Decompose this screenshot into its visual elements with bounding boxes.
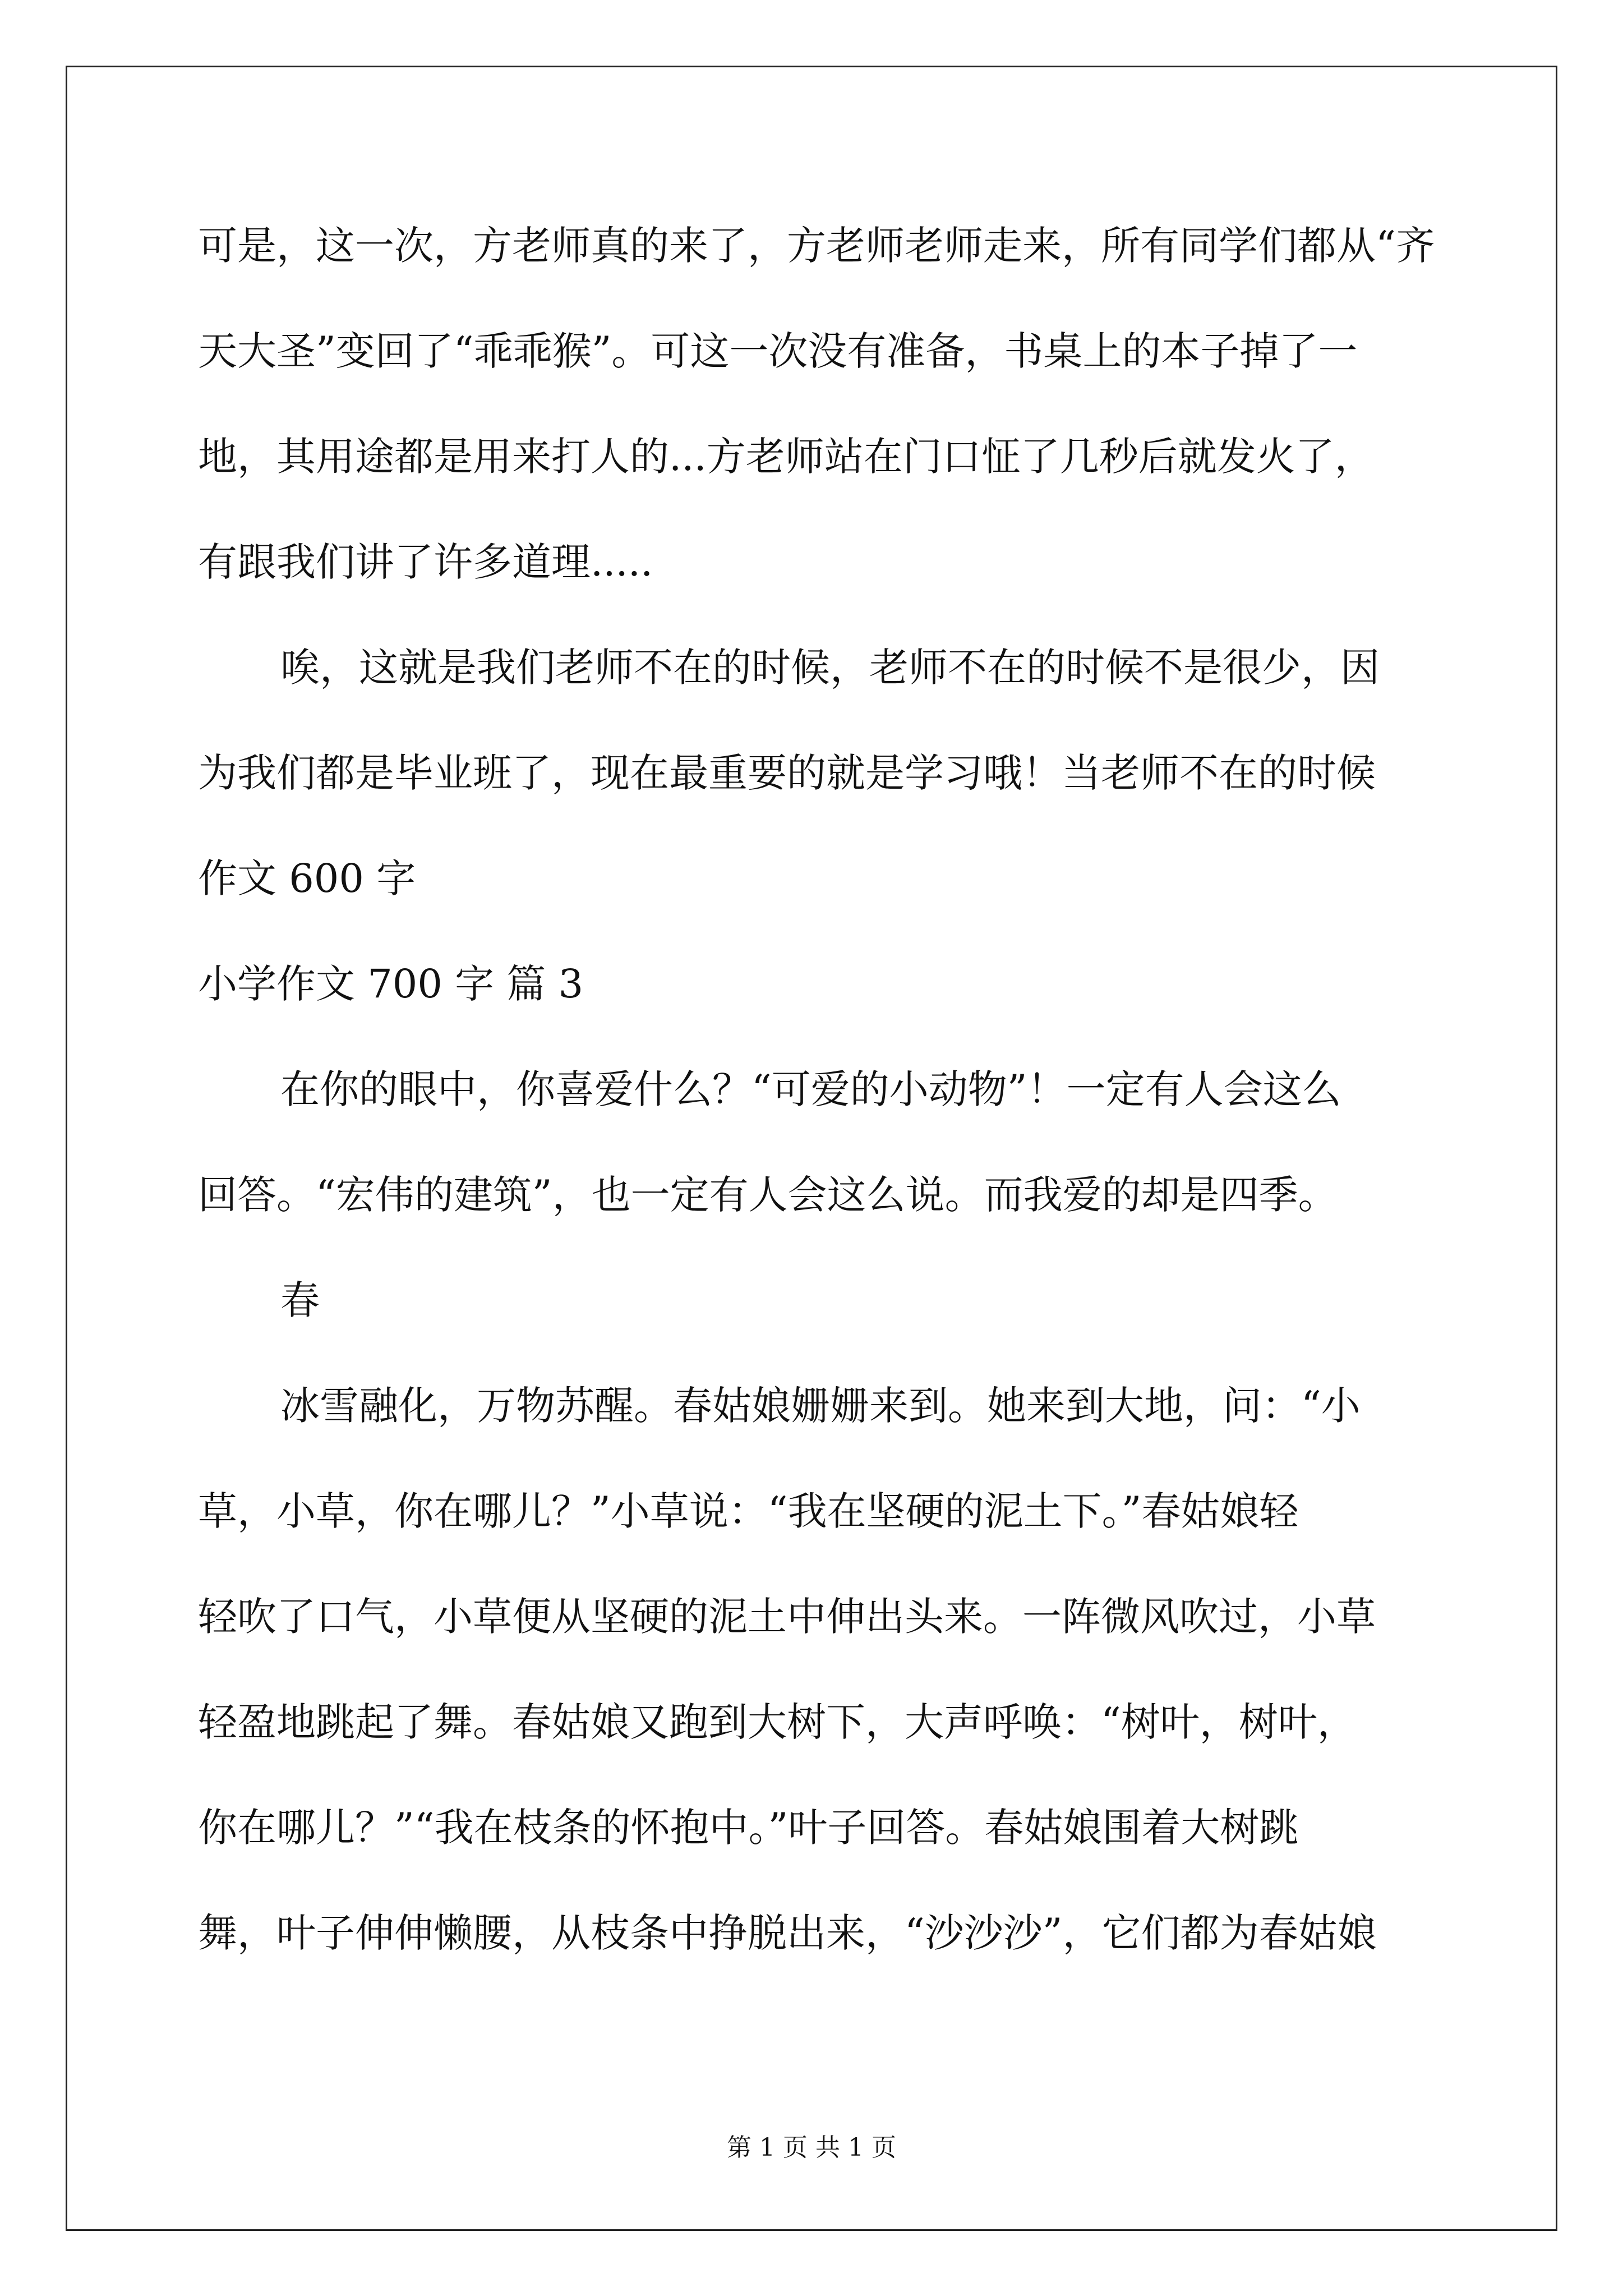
text-line: 舞，叶子伸伸懒腰，从枝条中挣脱出来，“沙沙沙”，它们都为春姑娘 [198, 1910, 1377, 1956]
section-heading: 小学作文 700 字 篇 3 [198, 961, 584, 1007]
text-line: 作文 600 字 [198, 855, 416, 901]
text-line: 你在哪儿？”“我在枝条的怀抱中。”叶子回答。春姑娘围着大树跳 [198, 1805, 1299, 1851]
paragraph-start-line: 冰雪融化，万物苏醒。春姑娘姗姗来到。她来到大地，问：“小 [280, 1383, 1361, 1429]
text-line: 草，小草，你在哪儿？”小草说：“我在坚硬的泥土下。”春姑娘轻 [198, 1488, 1299, 1534]
document-body [198, 218, 1437, 2010]
text-line: 可是，这一次，方老师真的来了，方老师老师走来，所有同学们都从“齐 [198, 223, 1435, 269]
text-line: 有跟我们讲了许多道理..... [198, 539, 653, 585]
text-line: 轻盈地跳起了舞。春姑娘又跑到大树下，大声呼唤：“树叶，树叶， [198, 1699, 1357, 1745]
text-line: 地，其用途都是用来打人的...方老师站在门口怔了几秒后就发火了， [198, 434, 1374, 480]
subheading-spring: 春 [280, 1277, 320, 1323]
text-line: 为我们都是毕业班了，现在最重要的就是学习哦！当老师不在的时候 [198, 750, 1376, 796]
text-line: 天大圣”变回了“乖乖猴”。可这一次没有准备，书桌上的本子掉了一 [198, 328, 1358, 374]
paragraph-start-line: 唉，这就是我们老师不在的时候，老师不在的时候不是很少，因 [280, 645, 1380, 691]
text-line: 回答。“宏伟的建筑”，也一定有人会这么说。而我爱的却是四季。 [198, 1172, 1338, 1218]
paragraph-start-line: 在你的眼中，你喜爱什么？“可爱的小动物”！一定有人会这么 [280, 1066, 1341, 1112]
text-line: 轻吹了口气，小草便从坚硬的泥土中伸出头来。一阵微风吹过，小草 [198, 1594, 1376, 1640]
page-footer: 第 1 页 共 1 页 [727, 2133, 896, 2162]
